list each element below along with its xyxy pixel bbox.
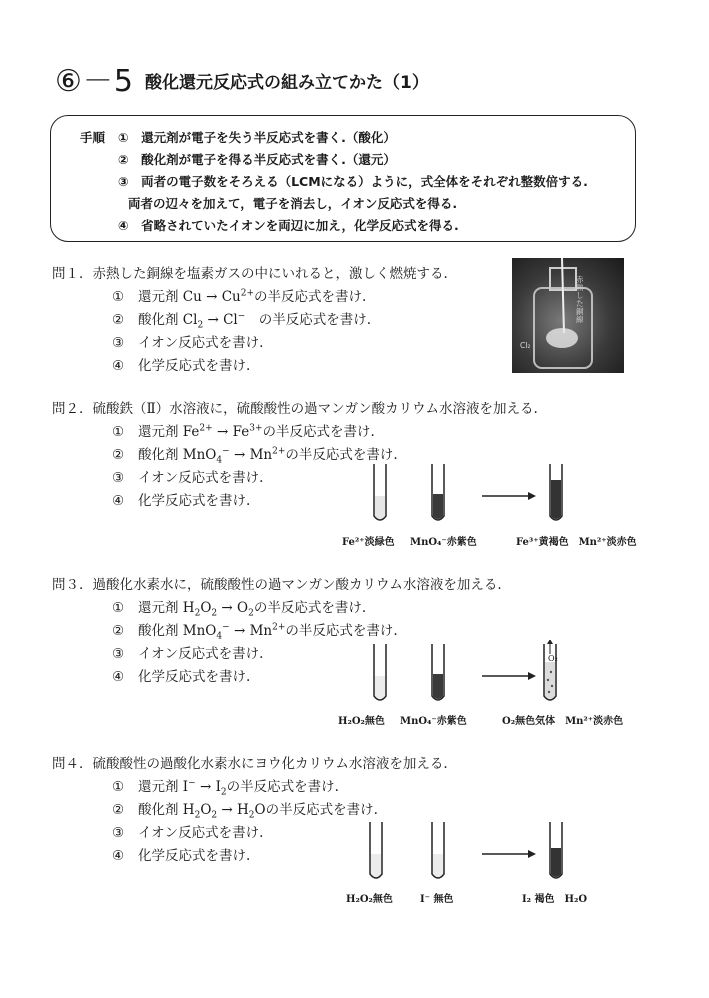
q1-item-4: ④ 化学反応式を書け. [112, 358, 251, 374]
procedure-label: 手順 [80, 130, 106, 145]
q3-caption-2: MnO₄⁻赤紫色 [400, 716, 467, 727]
q4-caption-2: I⁻ 無色 [420, 894, 454, 905]
q4-caption-3: I₂ 褐色 H₂O [522, 894, 588, 905]
q4-caption-1: H₂O₂無色 [346, 894, 393, 905]
q1-item-2: ② 酸化剤 $Cl_2 \to Cl^-$ の半反応式を書け. [112, 311, 372, 331]
arrow-head-icon [528, 850, 536, 858]
q3-test-tubes [360, 640, 660, 710]
photo-label: 赤熱した銅線 [576, 275, 584, 324]
gas-label: O₂ [548, 654, 558, 663]
copper-chlorine-photo [512, 258, 624, 373]
q2-item-2: ② 酸化剤 $MnO_4^- \to Mn^{2+}$の半反応式を書け. [112, 446, 398, 466]
photo-label-cl2: Cl₂ [520, 341, 531, 350]
q3-item-2: ② 酸化剤 $MnO_4^- \to Mn^{2+}$の半反応式を書け. [112, 622, 398, 642]
q3-caption-1: H₂O₂無色 [338, 716, 385, 727]
q2-title: 問２．硫酸鉄（Ⅱ）水溶液に，硫酸酸性の過マンガン酸カリウム水溶液を加える. [52, 401, 538, 417]
q2-item-3: ③ イオン反応式を書け. [112, 470, 264, 486]
arrow-head-icon [528, 672, 536, 680]
procedure-step-4: ④ 省略されていたイオンを両辺に加え，化学反応式を得る. [118, 218, 459, 233]
q1-item-3: ③ イオン反応式を書け. [112, 335, 264, 351]
q4-item-3: ③ イオン反応式を書け. [112, 825, 264, 841]
q2-caption-3: Fe³⁺黄褐色 Mn²⁺淡赤色 [516, 537, 637, 548]
procedure-step-1: ① 還元剤が電子を失う半反応式を書く.（酸化） [118, 130, 396, 145]
q4-title: 問４．硫酸酸性の過酸化水素水にヨウ化カリウム水溶液を加える. [52, 756, 448, 772]
q1-title: 問１．赤熱した銅線を塩素ガスの中にいれると，激しく燃焼する. [52, 266, 448, 282]
q2-test-tubes [360, 460, 660, 530]
q3-caption-3: O₂無色気体 Mn²⁺淡赤色 [502, 716, 624, 727]
q2-caption-1: Fe²⁺淡緑色 [342, 537, 395, 548]
arrow-head-icon [528, 492, 536, 500]
q1-item-1: ① 還元剤 $Cu \to Cu^{2+}$の半反応式を書け. [112, 288, 367, 305]
q2-caption-2: MnO₄⁻赤紫色 [410, 537, 477, 548]
procedure-step-3: ③ 両者の電子数をそろえる（LCMになる）ように，式全体をそれぞれ整数倍する. [118, 174, 588, 189]
page-title: 酸化還元反応式の組み立てかた（1） [145, 73, 429, 93]
procedure-step-2: ② 酸化剤が電子を得る半反応式を書く.（還元） [118, 152, 396, 167]
q4-item-2: ② 酸化剤 $H_2O_2 \to H_2O$の半反応式を書け. [112, 802, 378, 821]
q3-item-3: ③ イオン反応式を書け. [112, 646, 264, 662]
q3-item-1: ① 還元剤 $H_2O_2 \to O_2$の半反応式を書け. [112, 600, 367, 619]
q3-title: 問３．過酸化水素水に，硫酸酸性の過マンガン酸カリウム水溶液を加える. [52, 577, 502, 593]
section-number: ⑥－5 [55, 64, 134, 99]
q3-item-4: ④ 化学反応式を書け. [112, 669, 251, 685]
q4-test-tubes [360, 818, 660, 888]
q4-item-4: ④ 化学反応式を書け. [112, 848, 251, 864]
q2-item-4: ④ 化学反応式を書け. [112, 493, 251, 509]
q4-item-1: ① 還元剤 $I^- \to I_2$の半反応式を書け. [112, 778, 339, 798]
procedure-step-3b: 両者の辺々を加えて，電子を消去し，イオン反応式を得る. [128, 196, 458, 211]
q2-item-1: ① 還元剤 $Fe^{2+} \to Fe^{3+}$の半反応式を書け. [112, 423, 375, 440]
